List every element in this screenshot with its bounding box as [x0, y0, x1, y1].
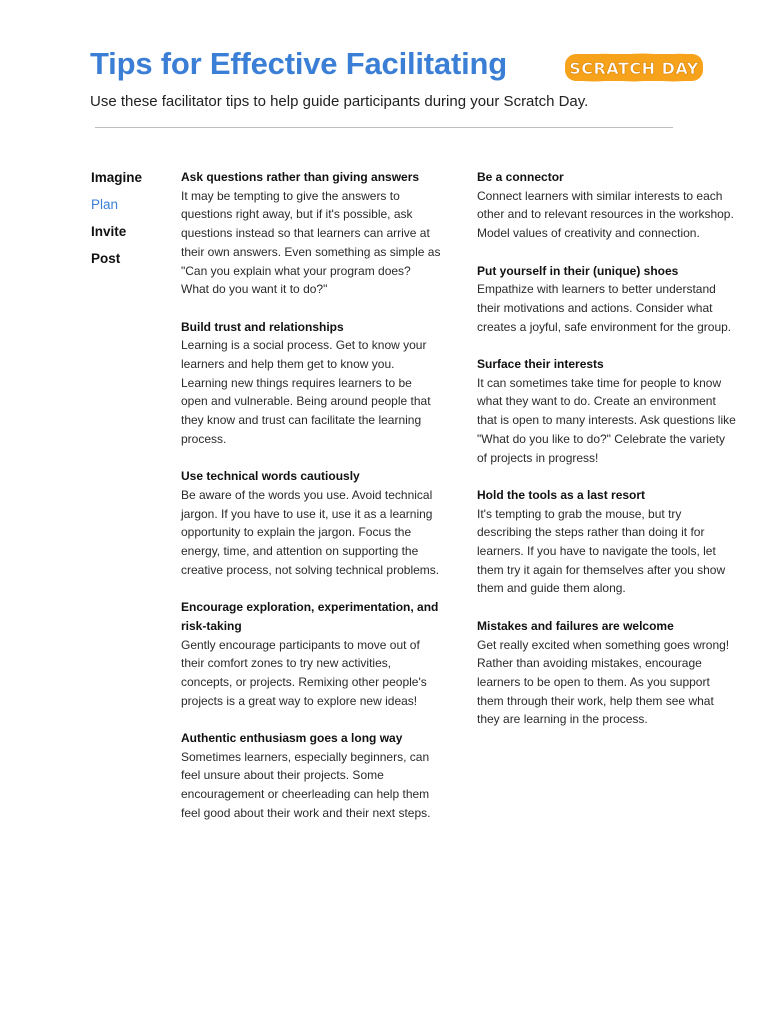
tip-body: Gently encourage participants to move out of their comfort zones to try new activities, concepts, or projects. Remixing other people's projects is a great way to explore new ideas! [181, 637, 427, 708]
tips-column-right [477, 168, 737, 748]
tip-technical-words [181, 467, 441, 579]
tip-body: Empathize with learners to better understand their motivations and actions. Consider what creates a joyful, safe environment for the group. [477, 282, 732, 334]
tip-body: Be aware of the words you use. Avoid technical jargon. If you have to use it, use it as a learning opportunity to explain the jargon. Focus the energy, time, and attention on supporting the creative process, not solving technical problems. [181, 487, 440, 577]
tip-surface-interests [477, 355, 737, 467]
tip-their-shoes [477, 262, 737, 337]
tip-heading: Hold the tools as a last resort [477, 487, 646, 502]
tip-build-trust [181, 318, 441, 449]
tip-body: It can sometimes take time for people to know what they want to do. Create an environment that is open to many interests. Ask questions like "What do you like to do?" Celebrate the variety of projects in progress! [477, 375, 736, 465]
tip-mistakes-welcome [477, 617, 737, 729]
section-nav [91, 169, 142, 277]
tip-hold-tools [477, 486, 737, 598]
tip-heading: Authentic enthusiasm goes a long way [181, 731, 403, 746]
tip-heading: Use technical words cautiously [181, 469, 360, 484]
nav-item-imagine[interactable]: Imagine [91, 170, 143, 185]
tip-heading: Be a connector [477, 170, 564, 184]
svg-text:SCRATCH DAY: SCRATCH DAY [569, 59, 699, 78]
tip-body: Connect learners with similar interests to each other and to relevant resources in the workshop. Model values of creativity and connection. [477, 188, 734, 241]
tip-body: It's tempting to grab the mouse, but try describing the steps rather than doing it for learners. If you have to navigate the tools, let them try it again for themselves after you show them and guide them along. [477, 506, 726, 596]
tip-body: It may be tempting to give the answers to questions right away, but if it's possible, ask questions instead so that learners can arrive at their own answers. Even something as simple as "Can you explain what your program does? What do you want it to do?" [181, 188, 441, 297]
tip-ask-questions [181, 168, 441, 299]
tips-column-left [181, 168, 441, 841]
tip-heading: Encourage exploration, experimentation, and risk-taking [181, 600, 439, 633]
tip-heading: Ask questions rather than giving answers [181, 170, 420, 184]
tip-authentic-enthusiasm [181, 729, 441, 823]
nav-item-invite[interactable]: Invite [91, 224, 127, 239]
scratch-day-logo [563, 51, 705, 84]
tip-encourage-exploration [181, 598, 441, 710]
tip-body: Learning is a social process. Get to know your learners and help them get to know you. Learning new things requires learners to be open and vulnerable. Being around people that they know and trust can facilitate the learning process. [181, 338, 431, 446]
page-subtitle: Use these facilitator tips to help guide participants during your Scratch Day. [90, 93, 589, 110]
page-title: Tips for Effective Facilitating [90, 46, 507, 81]
tip-body: Sometimes learners, especially beginners, can feel unsure about their projects. Some encouragement or cheerleading can help them feel good about their work and their next steps. [181, 749, 431, 820]
tip-body: Get really excited when something goes wrong! Rather than avoiding mistakes, encourage learners to be open to them. As you support them through their work, help them see what they are learning in the process. [477, 637, 730, 727]
tip-heading: Build trust and relationships [181, 319, 344, 334]
tip-heading: Put yourself in their (unique) shoes [477, 263, 679, 278]
nav-item-post[interactable]: Post [91, 251, 121, 266]
tip-heading: Surface their interests [477, 357, 604, 371]
header-divider [95, 127, 673, 128]
tip-be-connector [477, 168, 737, 243]
tip-heading: Mistakes and failures are welcome [477, 618, 674, 633]
nav-item-plan[interactable]: Plan [91, 197, 119, 212]
